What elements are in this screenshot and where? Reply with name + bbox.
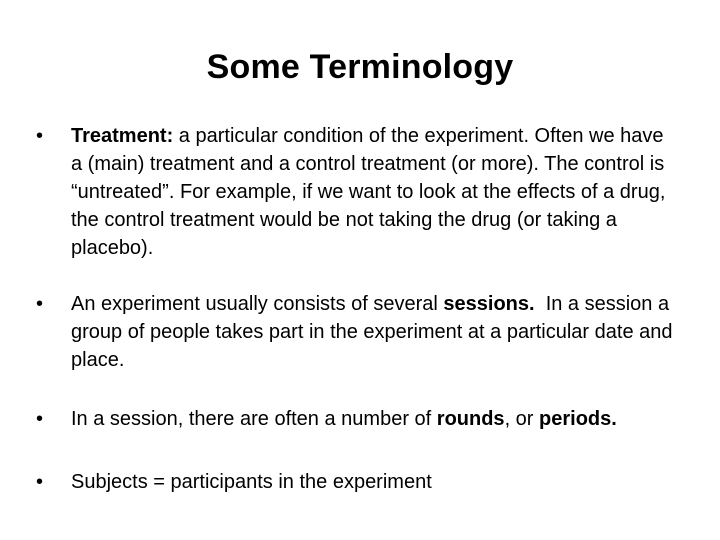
bullet-dot: • xyxy=(36,125,44,147)
treatment-definition: a particular condition of the experiment. Often we have a (main) treatment and a control treatment (or more). The control is “untreated”. For example, if we want to look at the effects of a drug, the control treatment would be not taking the drug (or taking a placebo). xyxy=(71,125,666,259)
sessions-intro: An experiment usually consists of several xyxy=(71,293,444,315)
slide-title: Some Terminology xyxy=(206,48,514,86)
bullet-sessions xyxy=(36,290,679,374)
bullet-dot: • xyxy=(36,408,44,430)
bullet-rounds xyxy=(36,405,676,433)
bullet-text xyxy=(71,405,676,433)
rounds-separator: , or xyxy=(504,408,540,430)
sessions-definition: In a session a group of people takes part in the experiment at a particular date and place. xyxy=(71,293,679,371)
term-periods: periods. xyxy=(539,408,617,430)
bullet-subjects xyxy=(36,468,676,496)
bullet-text xyxy=(71,290,679,374)
bullet-text: Subjects = participants in the experiment xyxy=(71,471,432,493)
bullet-dot: • xyxy=(36,471,44,493)
bullet-dot: • xyxy=(36,293,44,315)
term-sessions: sessions. xyxy=(443,293,535,315)
rounds-intro: In a session, there are often a number of xyxy=(71,408,437,430)
term-treatment: Treatment: xyxy=(71,125,174,147)
term-rounds: rounds xyxy=(436,408,505,430)
bullet-treatment xyxy=(36,122,676,262)
bullet-text xyxy=(71,122,676,262)
